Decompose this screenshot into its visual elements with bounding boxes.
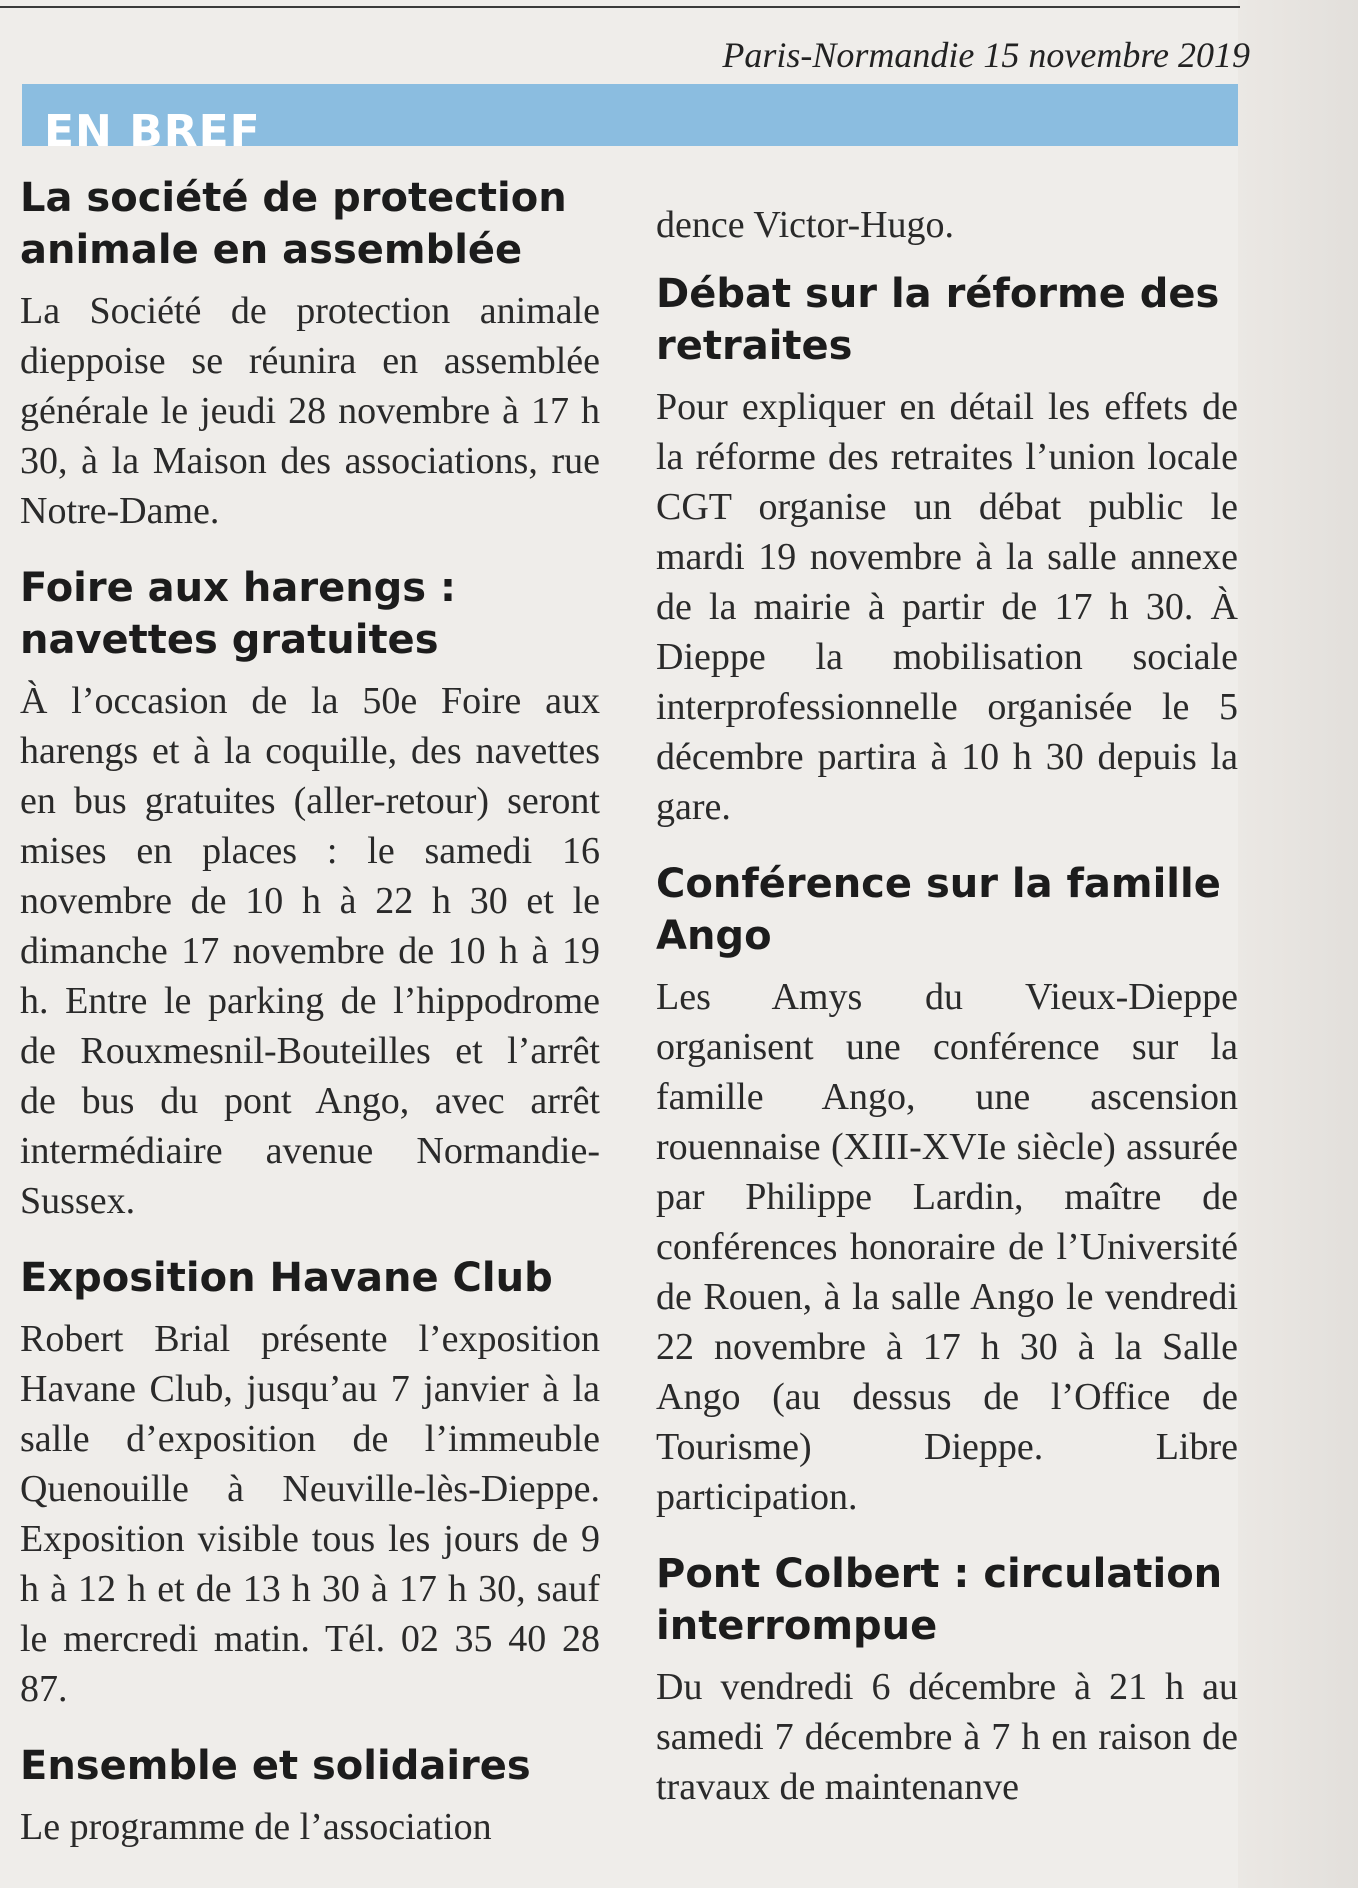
article-body: À l’occasion de la 50e Foire aux harengs et à la coquille, des navettes en bus gratuites (aller-retour) seront mises en places : le samedi 16 novembre de 10 h à 22 h 30 et le dimanche 17 novembre de 10 h à 19 h. Entre le parking de l’hippodrome de Rouxmesnil-Bouteilles et l’arrêt de bus du pont Ango, avec arrêt intermédiaire avenue Normandie-Sussex. — [20, 680, 600, 1222]
article-title: La société de protection animale en assemblée — [20, 175, 567, 273]
article-body: Le programme de l’association — [20, 1806, 492, 1848]
article-title: Débat sur la réforme des retraites — [656, 271, 1220, 369]
article — [20, 172, 600, 536]
article — [656, 268, 1238, 832]
newspaper-source: Paris-Normandie 15 novembre 2019 — [722, 35, 1250, 75]
article-title: Exposition Havane Club — [20, 1255, 553, 1301]
left-column — [20, 172, 600, 1878]
article-body: Robert Brial présente l’exposition Havane Club, jusqu’au 7 janvier à la salle d’exposition de l’immeuble Quenouille à Neuville-lès-Dieppe. Exposition visible tous les jours de 9 h à 12 h et de 13 h 30 à 17 h 30, sauf le mercredi matin. Tél. 02 35 40 28 87. — [20, 1318, 600, 1710]
article-body: La Société de protection animale dieppoise se réunira en assemblée générale le jeudi 28 novembre à 17 h 30, à la Maison des associations, rue Notre-Dame. — [20, 290, 600, 532]
section-band — [22, 84, 1238, 152]
page-edge-shadow — [1238, 0, 1358, 1888]
section-label: EN BREF — [44, 110, 261, 152]
article-title: Pont Colbert : circulation interrompue — [656, 1551, 1223, 1649]
article-title: Foire aux harengs : navettes gratuites — [20, 565, 457, 663]
top-rule — [0, 6, 1240, 8]
article — [20, 1252, 600, 1714]
article-body: Les Amys du Vieux-Dieppe organisent une conférence sur la famille Ango, une ascension rouennaise (XIII-XVIe siècle) assurée par Philippe Lardin, maître de conférences honoraire de l’Université de Rouen, à la salle Ango le vendredi 22 novembre à 17 h 30 à la Salle Ango (au dessus de l’Office de Tourisme) Dieppe. Libre participation. — [656, 976, 1238, 1518]
article — [20, 562, 600, 1226]
article-body: Du vendredi 6 décembre à 21 h au samedi 7 décembre à 7 h en raison de travaux de maintenanve — [656, 1666, 1238, 1808]
article-title: Ensemble et solidaires — [20, 1743, 531, 1789]
continued-text: dence Victor-Hugo. — [656, 204, 955, 246]
article-body: Pour expliquer en détail les effets de la réforme des retraites l’union locale CGT organise un débat public le mardi 19 novembre à la salle annexe de la mairie à partir de 17 h 30. À Dieppe la mobilisation sociale interprofessionnelle organisée le 5 décembre partira à 10 h 30 depuis la gare. — [656, 386, 1238, 828]
article — [656, 858, 1238, 1522]
article-title: Conférence sur la famille Ango — [656, 861, 1221, 959]
article — [20, 1740, 600, 1852]
article — [656, 1548, 1238, 1812]
right-column — [656, 200, 1238, 1838]
